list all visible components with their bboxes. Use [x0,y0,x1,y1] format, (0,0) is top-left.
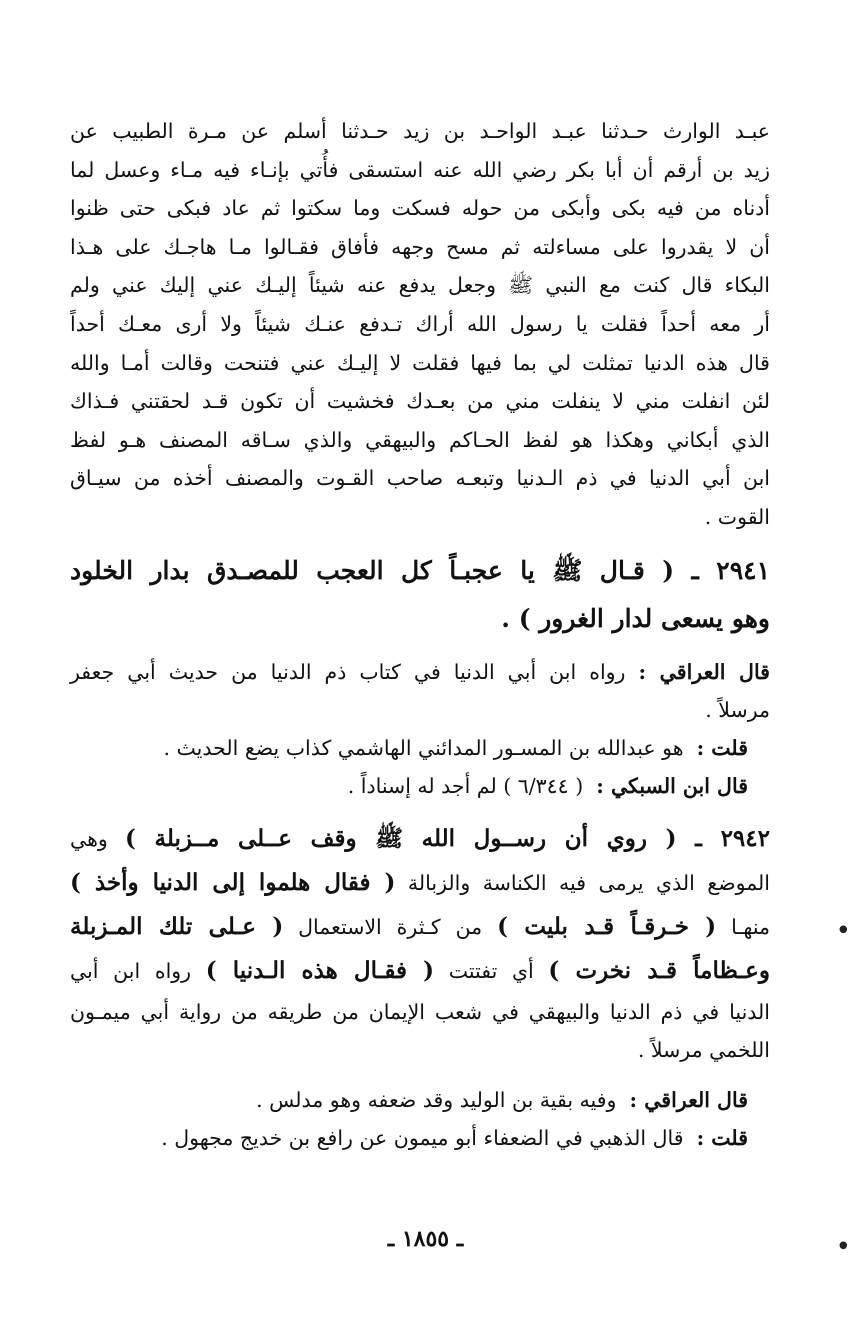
text-line [70,905,770,949]
text-line: القوت . [704,504,770,529]
subki-text: ( ٦/٣٤٤ ) لم أجد له إسناداً . [347,773,584,798]
text-line: أر معه أحداً فقلت يا رسول الله أراك تـدفع عنـك شيئاً ولا أرى معـك أحداً [70,311,770,336]
intro-paragraph [70,112,770,537]
text-line: قال هذه الدنيا تمثلت لي بما فيها فقلت لا إليـك عني فتنحت وقالت أمـا والله [70,350,770,375]
text-line: أن لا يقدروا على مساءلته ثم مسح وجهه فأفاق فقـالوا مـا هاجـك على هـذا [70,234,770,259]
text-segment: الموضع الذي يرمى فيه الكناسة والزبالة [407,870,770,895]
iraqi-note [70,1081,770,1119]
text-segment: من كـثرة الاستعمال [298,914,483,939]
text-line [70,817,770,861]
bold-segment: وعـظاماً قـد نخرت ) [548,956,770,984]
subki-label: قال ابن السبكي : [596,773,748,798]
bold-segment: ( فقال هلموا إلى الدنيا وأخذ ) [70,868,396,896]
hadith-2942 [70,817,770,1069]
page-body [70,112,770,1157]
heading-line: ٢٩٤١ ـ ( قـال ﷺ يا عجبـاً كل العجب للمصـدق بدار الخلود [70,555,770,585]
iraqi-label: قال العراقي : [629,1087,748,1112]
bold-segment: ( خـرقـاً قـد بليت ) [497,912,717,940]
text-line: لئن انفلت مني لا ينفلت مني من بعـدك فخشيت أن تكون قـد لحقتني فـذاك [70,389,770,414]
text-segment: منهـا [731,914,770,939]
text-line: اللخمي مرسلاً . [637,1037,770,1062]
page-number: ـ ١٨٥٥ ـ [387,1226,464,1252]
margin-mark: • [835,916,851,946]
iraqi-text: وفيه بقية بن الوليد وقد ضعفه وهو مدلس . [256,1087,617,1112]
iraqi-note-continued: مرسلاً . [705,697,770,722]
qult-label: قلت : [696,735,748,760]
heading-line: وهو يسعى لدار الغرور ) . [501,603,770,633]
hadith-heading-2941 [70,547,770,643]
text-line: زيد بن أرقم أن أبا بكر رضي الله عنه استسقى فأُتي بإنـاء فيه مـاء وعسل لما [70,157,770,182]
subki-note [70,767,770,805]
notes-2941 [70,653,770,805]
text-line [70,949,770,993]
margin-mark: • [835,1232,851,1262]
qult-text: قال الذهبي في الضعفاء أبو ميمون عن رافع بن خديج مجهول . [161,1125,684,1150]
bold-segment: ( فقـال هذه الـدنيا ) [205,956,435,984]
bold-segment: ( عـلى تلك المـزبلة [70,912,284,940]
qult-note [70,1119,770,1157]
qult-label: قلت : [696,1125,748,1150]
text-line [70,861,770,905]
text-line: عبـد الوارث حـدثنا عبـد الواحـد بن زيد حـدثنا أسلم عن مـرة الطبيب عن [70,119,770,143]
qult-note [70,729,770,767]
text-line: أدناه من فيه بكى وأبكى من حوله فسكت وما سكتوا ثم عاد فبكى حتى ظنوا [70,196,770,221]
text-line: البكاء قال كنت مع النبي ﷺ وجعل يدفع عنه شيئاً إليـك عني إليك عني ولم [70,273,770,298]
iraqi-label: قال العراقي : [638,659,770,684]
text-segment: وهي [70,826,108,851]
hadith-number-2942: ٢٩٤٢ ـ ( روي أن رســول الله ﷺ وقف عــلى مــزبلة ) [124,824,770,852]
notes-2942 [70,1081,770,1157]
qult-text: هو عبدالله بن المسـور المدائني الهاشمي كذاب يضع الحديث . [163,735,684,760]
text-segment: رواه ابن أبي [70,958,192,983]
text-segment: أي تفتتت [448,958,534,983]
text-line: الذي أبكاني وهكذا هو لفظ الحـاكم والبيهقي والذي سـاقه المصنف هـو لفظ [70,427,770,452]
text-line: الدنيا في ذم الدنيا والبيهقي في شعب الإيمان من طريقه من رواية أبي ميمـون [70,999,770,1024]
text-line: ابن أبي الدنيا في ذم الـدنيا وتبعـه صاحب القـوت والمصنف أخذه من سيـاق [70,466,770,491]
iraqi-note [70,653,770,691]
iraqi-text: رواه ابن أبي الدنيا في كتاب ذم الدنيا من حديث أبي جعفر [70,659,626,684]
